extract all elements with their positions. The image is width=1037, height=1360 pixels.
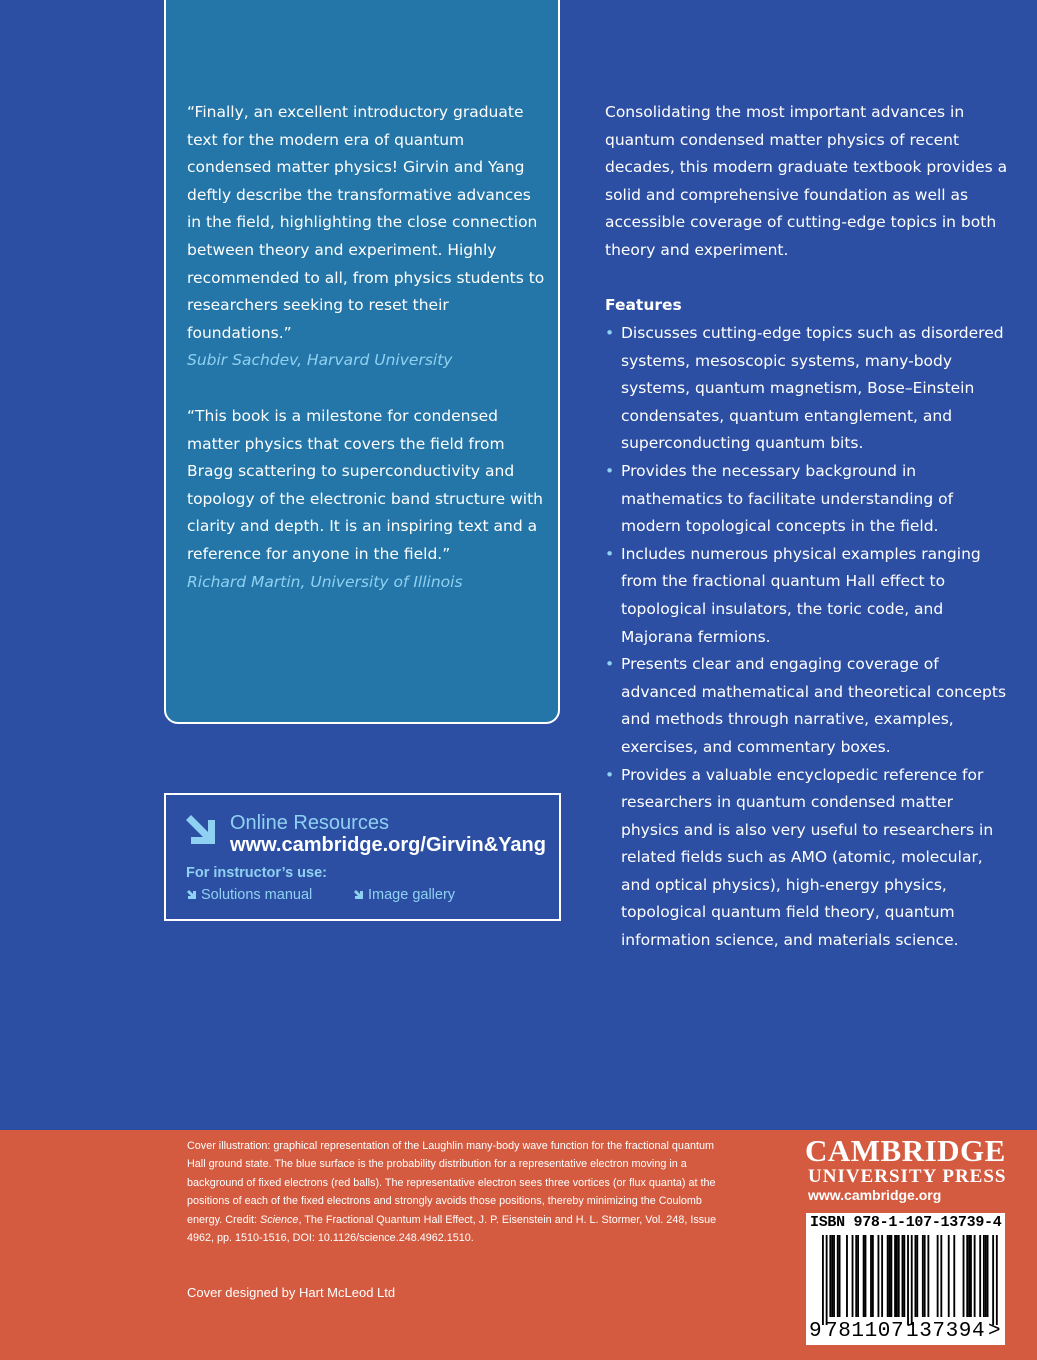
instructor-label: For instructor’s use: bbox=[186, 865, 327, 881]
feature-text: Provides a valuable encyclopedic reference for researchers in quantum condensed matter physics and is also very useful to researchers in related fields such as AMO (atomic, molecular, and optical physics), high-energy physics, topological quantum field theory, quantum information science, and materials science. bbox=[621, 765, 994, 950]
barcode-bar bbox=[855, 1235, 857, 1317]
resources-url[interactable]: www.cambridge.org/Girvin&Yang bbox=[230, 834, 546, 856]
quote-attribution: Subir Sachdev, Harvard University bbox=[187, 351, 453, 370]
feature-text: Provides the necessary background in mathematics to facilitate understanding of modern topological concepts in the field. bbox=[621, 461, 954, 536]
feature-text: Presents clear and engaging coverage of advanced mathematical and theoretical concepts and methods through narrative, examples, exercises, and commentary boxes. bbox=[621, 655, 1007, 756]
barcode-bar bbox=[948, 1235, 950, 1317]
barcode-bar bbox=[927, 1235, 929, 1317]
barcode-bar bbox=[987, 1235, 989, 1317]
barcode-bar bbox=[870, 1235, 872, 1317]
barcode-bar bbox=[865, 1235, 867, 1317]
quote-attribution: Richard Martin, University of Illinois bbox=[187, 572, 463, 591]
quote-sachdev bbox=[187, 99, 547, 375]
barcode-bar bbox=[872, 1235, 874, 1317]
bullet-icon: • bbox=[605, 544, 615, 563]
barcode-bar bbox=[963, 1235, 965, 1317]
arrow-down-right-icon bbox=[353, 889, 364, 900]
quote-text: “This book is a milestone for condensed matter physics that covers the field from Bragg scattering to superconductivity and topology of the electronic band structure with clarity and depth. It is an inspiring text and a reference for anyone in the field.” bbox=[187, 407, 543, 563]
barcode-bar bbox=[837, 1235, 839, 1317]
barcode-bar bbox=[863, 1235, 865, 1317]
feature-text: Discusses cutting-edge topics such as disordered systems, mesoscopic systems, many-body systems, quantum magnetism, Bose–Einstein condensates, quantum entanglement, and superconducting quantum bits. bbox=[621, 324, 1004, 453]
barcode-bar bbox=[953, 1235, 955, 1317]
features-list bbox=[605, 320, 1015, 955]
barcode-bar bbox=[979, 1235, 981, 1317]
credit-journal: Science bbox=[260, 1213, 299, 1226]
solutions-manual-link[interactable] bbox=[186, 887, 312, 903]
link-label: Solutions manual bbox=[201, 887, 313, 903]
barcode-bar bbox=[937, 1235, 939, 1317]
ean-lead-digit: 9 bbox=[809, 1320, 822, 1343]
ean-right-group: 137394 bbox=[906, 1320, 986, 1343]
barcode-bar bbox=[902, 1235, 904, 1317]
credit-text: Cover illustration: graphical representation of the Laughlin many-body wave function for the fractional quantum Hall ground state. The blue surface is the probability distribution for a representative electron moving in a background of fixed electrons (red balls). The representative electron sees three vortices (or flux quanta) at the positions of each of the fixed electrons and strongly avoids those positions, thereby minimizing the Coulomb energy. Credit: bbox=[187, 1140, 716, 1226]
cover-credit bbox=[187, 1137, 732, 1247]
barcode-bar bbox=[903, 1235, 905, 1317]
barcode-bar bbox=[881, 1235, 883, 1317]
barcode-bar bbox=[985, 1235, 987, 1317]
feature-text: Includes numerous physical examples ranging from the fractional quantum Hall effect to topological insulators, the toric code, and Majorana fermions. bbox=[621, 544, 981, 646]
list-item bbox=[605, 651, 1015, 761]
barcode-bar bbox=[911, 1235, 913, 1325]
list-item bbox=[605, 541, 1015, 651]
barcode-bar bbox=[916, 1235, 918, 1317]
bullet-icon: • bbox=[605, 461, 615, 480]
features-heading: Features bbox=[605, 296, 682, 314]
barcode-bar bbox=[826, 1235, 828, 1325]
barcode-bar bbox=[915, 1235, 917, 1317]
list-item bbox=[605, 320, 1015, 458]
publisher-name: CAMBRIDGE bbox=[805, 1133, 1006, 1168]
barcode-bar bbox=[846, 1235, 848, 1317]
barcode-bar bbox=[940, 1235, 942, 1317]
publisher-url[interactable]: www.cambridge.org bbox=[808, 1187, 942, 1203]
bullet-icon: • bbox=[605, 324, 615, 342]
barcode-bar bbox=[896, 1235, 898, 1317]
barcode-bar bbox=[898, 1235, 900, 1317]
ean-left-group: 781107 bbox=[825, 1320, 905, 1343]
resources-title: Online Resources bbox=[230, 812, 389, 834]
barcode-bar bbox=[822, 1235, 824, 1325]
barcode-bar bbox=[907, 1235, 909, 1325]
barcode-bar bbox=[857, 1235, 859, 1317]
barcode-bar bbox=[996, 1235, 998, 1325]
barcode-bar bbox=[966, 1235, 968, 1317]
barcode-bar bbox=[924, 1235, 926, 1317]
arrow-down-right-icon bbox=[186, 889, 197, 900]
barcode-bar bbox=[831, 1235, 833, 1317]
barcode-bar bbox=[833, 1235, 835, 1317]
list-item bbox=[605, 458, 1015, 541]
list-item bbox=[605, 762, 1015, 955]
barcode-bar bbox=[894, 1235, 896, 1317]
isbn-barcode bbox=[806, 1213, 1005, 1345]
bullet-icon: • bbox=[605, 655, 615, 674]
bullet-icon: • bbox=[605, 765, 615, 784]
barcode-bar bbox=[887, 1235, 889, 1317]
arrow-down-right-icon bbox=[182, 811, 220, 849]
online-resources-box bbox=[164, 793, 561, 921]
barcode-bar bbox=[878, 1235, 880, 1317]
link-label: Image gallery bbox=[368, 887, 456, 903]
book-description bbox=[605, 99, 1015, 265]
barcode-bar bbox=[992, 1235, 994, 1325]
barcode-bar bbox=[922, 1235, 924, 1317]
description-text: Consolidating the most important advances in quantum condensed matter physics of recent decades, this modern graduate textbook provides a solid and comprehensive foundation as well as accessible coverage of cutting-edge topics in both theory and experiment. bbox=[605, 103, 1008, 259]
barcode-bar bbox=[839, 1235, 841, 1317]
barcode-bar bbox=[974, 1235, 976, 1317]
barcode-bar bbox=[968, 1235, 970, 1317]
quote-martin bbox=[187, 403, 547, 596]
isbn-label: ISBN 978-1-107-13739-4 bbox=[810, 1214, 1002, 1231]
barcode-bar bbox=[970, 1235, 972, 1317]
barcode-bar bbox=[983, 1235, 985, 1317]
image-gallery-link[interactable] bbox=[353, 887, 455, 903]
barcode-bar bbox=[829, 1235, 831, 1317]
ean-arrow: > bbox=[988, 1320, 1001, 1343]
barcode-bar bbox=[852, 1235, 854, 1317]
barcode-bar bbox=[890, 1235, 892, 1317]
footer-band bbox=[0, 1130, 1037, 1360]
credit-text-end: , The Fractional Quantum Hall Effect, J. P. Eisenstein and H. L. Stormer, Vol. 248, Issue 4962, pp. 1510-1516, DOI: 10.1126/science.248.4962.1510. bbox=[187, 1213, 717, 1245]
barcode-bar bbox=[889, 1235, 891, 1317]
quote-text: “Finally, an excellent introductory graduate text for the modern era of quantum condensed matter physics! Girvin and Yang deftly describe the transformative advances in the field, highlighting the close connection between theory and experiment. Highly recommended to all, from physics students to researchers seeking to reset their foundations.” bbox=[187, 103, 545, 342]
cover-designer: Cover designed by Hart McLeod Ltd bbox=[187, 1285, 396, 1300]
publisher-press: UNIVERSITY PRESS bbox=[808, 1166, 1007, 1187]
